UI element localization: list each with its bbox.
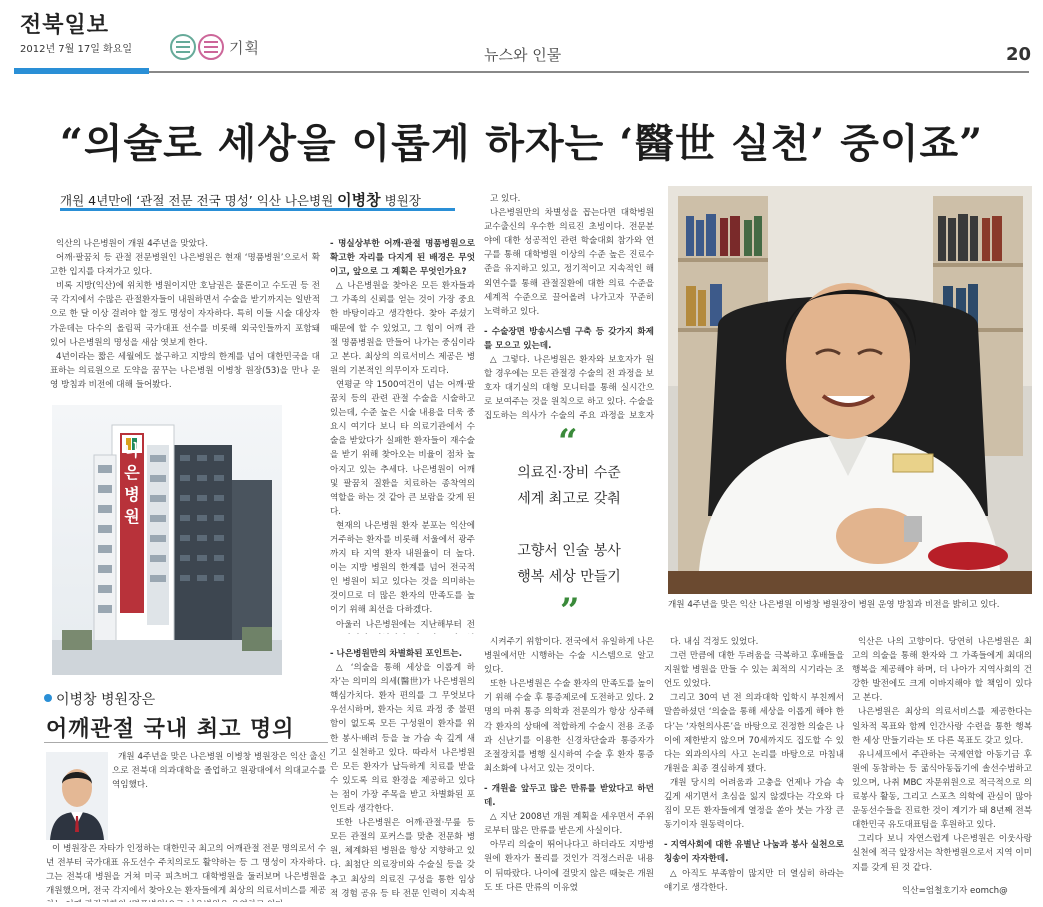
paragraph: 그런 만큼에 대한 두려움을 극복하고 후배들을 지원할 병원을 만들 수 있는 최적의 시기라는 조언도 있었다.	[664, 651, 844, 690]
article-column	[330, 647, 475, 897]
seal-icon	[198, 34, 224, 60]
paragraph: △ 아직도 부족함이 많지만 더 열심히 하라는 얘기로 생각한다.	[664, 868, 844, 893]
paragraph: 익산은 나의 고향이다. 당연히 나은병원은 최고의 의술을 통해 환자와 그 가족들에게 최대의 행복을 제공해야 하며, 더 나아가 지역사회의 건강한 발전에도 크게 이바지해야 할 책임이 있다고 본다.	[852, 637, 1032, 704]
paragraph: 그리고 30여 년 전 의과대학 입학시 부친께서 말씀하셨던 ‘의술을 통해 세상을 이롭게 해야 한다’는 ‘자헌의사론’을 바탕으로 진정한 의술은 나이에 제한받지 않으며 70세까지도 집도할 수 있다는 외과의사의 사고 논리를 바탕으로 마침내 개원을 최종 결심하게 됐다.	[664, 693, 844, 774]
article-column	[484, 192, 654, 422]
profile-text	[112, 750, 326, 842]
profile-headline: 어깨관절 국내 최고 명의	[46, 716, 295, 742]
newspaper-name: 전북일보	[20, 12, 110, 38]
hospital-sign: 나은병원	[124, 441, 140, 526]
paragraph: △ 지난 2008년 개원 계획을 세우면서 주위로부터 많은 만류를 받은게 사실이다.	[484, 812, 654, 837]
question: - 개원을 앞두고 많은 만류를 받았다고 하던데.	[484, 783, 654, 809]
pull-quote-line: 의료진·장비 수준	[517, 465, 621, 481]
article-intro	[50, 237, 320, 397]
paragraph: 또한 나은병원은 어깨·관절·무릎 등 모든 관절의 포커스를 맞춘 전문화 병원, 체계화된 병원을 항상 지향하고 있다. 최첨단 의료장비와 수술실 등을 갖추고 최상의 의료진 구성을 통한 임상적 경험 공유 등 타 전문 인력이 지속적	[330, 818, 475, 897]
paragraph: 이 병원장은 자타가 인정하는 대한민국 최고의 어깨관절 전문 명의로서 수년 전부터 국가대표 유도선수 주치의로도 활약하는 등 그 명성이 자자하다. 그는 전북대 병원을 거쳐 미국 피츠버그 대학병원을 둘러보며 나은병원을 개원했으며, 전국 각지에서 찾아오는 환자들에게 최상의 의료서비스를 제공	[46, 844, 326, 897]
pull-quote-line: 세계 최고로 갖춰	[517, 491, 621, 507]
paragraph: 또한 나은병원은 수술 환자의 만족도를 높이기 위해 수술 후 통증제로에 도전하고 있다. 2명의 마취 통증 의학과 전문의가 항상 상주해 각 환자의 상태에 적합하게 수술시 전용 조종과 신난기를 이용한 신경차단술과 통증자가 조절장치를 병행 실시하여 수술 후 환자 통증 최소화에 나서고 있는 것이다.	[484, 679, 654, 774]
article-column	[664, 635, 844, 897]
article-column	[330, 237, 475, 634]
photo-caption: 개원 4주년을 맞은 익산 나은병원 이병창 병원장이 병원 운영 방침과 비전을 밝히고 있다.	[668, 600, 1000, 610]
masthead-rule-accent	[14, 68, 149, 74]
close-quote-icon: ”	[560, 591, 580, 631]
paragraph: 나은병원만의 차별성을 꼽는다면 대학병원 교수출신의 우수한 의료진 초빙이다. 전문분야에 대한 성공적인 관련 학술대회 참가와 연구를 통해 대학병원 이상의 수준 높은 진료수준을 유지하고 있고, 정기적이고 지속적인 해외연수를 통해 관절질환에 대한 의료 수준을 세계적 수준으로 끌어올려 나가고자 꾸준히 노력하고 있다.	[484, 208, 654, 317]
paragraph: 연평균 약 1500여건이 넘는 어깨·팔꿈치 등의 관련 관절 수술을 시술하고 있는데, 수준 높은 시술 내용을 더욱 중요시 여기다 보니 타 의료기관에서 수술을 받았다가 실패한 환자들이 재수술을 받기 위해 찾아오는 비율이 점차 높아지고 있는 추세다. 나은병원이 어깨 및 팔꿈치 질환을 치료하는 종착역의 역할을 하는 것 같아 큰 보람을 갖게 된다.	[330, 379, 475, 517]
paragraph: 아무리 의술이 뛰어나다고 하더라도 지방병원에 환자가 몰리를 것인가 걱정스러운 내용이 뒤따랐다. 나이에 걸맞지 않은 때늦은 개원도 또 다른 만류의 이유였	[484, 840, 654, 893]
hospital-building-photo	[52, 405, 282, 675]
issue-date: 2012년 7월 17일 화요일	[20, 44, 133, 55]
paragraph: 익산의 나은병원이 개원 4주년을 맞았다.	[56, 239, 208, 249]
paragraph: 시켜주기 위함이다. 전국에서 유일하게 나은병원에서만 시행하는 수술 시스템으로 알고 있다.	[484, 637, 654, 676]
question: - 명실상부한 어깨·관절 명품병원으로 확고한 자리를 다지게 된 배경은 무엇이고, 앞으로 그 계획은 무엇인가요?	[330, 239, 475, 278]
question: - 지역사회에 대한 유별난 나눔과 봉사 실천으로 칭송이 자자한데.	[664, 840, 844, 865]
subheadline-name: 이병창	[337, 191, 381, 209]
paragraph: 현재의 나은병원 환자 분포는 익산에 거주하는 환자를 비롯해 서울에서 광주까지 타 지역 환자 내원율이 더 높다. 이는 지방 병원의 한계를 넘어 전국적인 병원이 되고 있다는 것을 의미하는 것이므로 더 많은 환자의 만족도를 높이기 위해 최선을 다하겠다.	[330, 520, 475, 616]
profile-text-continued	[46, 842, 326, 902]
paragraph: △ ‘의술을 통해 세상을 이롭게 하자’는 의미의 의세(醫世)가 나은병원의 핵심가치다. 환자 편의를 그 무엇보다 우선시하며, 환자는 치료 과정 중 불편함이 없도록 모든 구성원이 환자를 위한 봉사·배려 등을 늘 가슴 속 깊게 새기고 실천하고 있다. 따라서 나은병원은 모든 환자가 납득하게 치료를 받을 수 있도록 의료 환경을 제공하고 있다는 점이 가장 주목을 받고 차별화된 포인트라 생각한다.	[330, 663, 475, 815]
paragraph: 개원 당시의 어려움과 고충을 언제나 가슴 속 깊게 새기면서 초심을 잃지 않겠다는 각오와 다짐이 모든 환자들에게 열정을 쏟아 붓는 가장 큰 동기이자 원동력이다.	[664, 777, 844, 831]
bullet-icon	[44, 694, 52, 702]
paragraph: 개원 4주년을 맞은 나은병원 이병창 병원장은 익산 출신으로 전북대 의과대학을 졸업하고 원광대에서 의대교수를 역임했다.	[112, 752, 326, 791]
section-title: 뉴스와 인물	[484, 46, 562, 64]
paragraph: 다. 내심 걱정도 있었다.	[670, 637, 759, 647]
masthead-rule	[149, 71, 1029, 73]
paragraph: 비록 지방(익산)에 위치한 병원이지만 호남권은 물론이고 수도권 등 전국 각지에서 수많은 관절환자들이 내원하면서 수술을 받기까지는 일반적으로 한 달 이상 걸려야 할 정도 명성이 자자하다. 특히 이들 시술 대상자 가운데는 다수의 올림픽 국가대표 선수를 비롯해 외국인들까지 포함돼 있어 나은병원의 명성을 새삼 엿보게 한다.	[50, 281, 320, 348]
question: - 수술장면 방송시스템 구축 등 갖가지 화제를 모으고 있는데.	[484, 326, 654, 351]
paragraph: 아울러 나은병원에는 지난해부터 전	[336, 619, 475, 630]
feature-badge	[170, 32, 260, 62]
divider	[44, 742, 328, 743]
paragraph: 나은병원은 최상의 의료서비스를 제공한다는 일차적 목표와 함께 인간사랑 수련을 통한 행복한 세상 만들기라는 또 다른 목표도 갖고 있다.	[852, 707, 1032, 746]
paragraph: 4년이라는 짧은 세월에도 불구하고 지방의 한계를 넘어 대한민국을 대표하는 의료원으로 도약을 꿈꾸는 나은병원 이병창 원장(53)을 만나 운영 방침과 비전에 대해 들어봤다.	[50, 351, 320, 390]
director-photo	[668, 186, 1032, 594]
question: - 나은병원만의 차별화된 포인트는.	[330, 649, 463, 659]
pull-quote-line: 행복 세상 만들기	[517, 569, 621, 585]
article-column	[852, 635, 1032, 880]
seal-icon	[170, 34, 196, 60]
open-quote-icon: “	[558, 422, 578, 462]
subheadline	[60, 189, 455, 211]
subheadline-prefix: 개원 4년만에 ‘관절 전문 전국 명성’ 익산 나은병원	[60, 193, 334, 208]
byline: 익산=엄철호기자 eomch@	[902, 886, 1008, 896]
subheadline-title: 병원장	[384, 193, 421, 208]
page-number: 20	[1006, 44, 1032, 65]
paragraph: 유니세프에서 주관하는 국제연합 아동기금 후원에 동참하는 등 굶식아동돕기에 솔선수범하고 있으며, 나취 MBC 자문위원으로 적극적으로 의료봉사 활동, 그리고 스포츠 의학에 관심이 많아 운동선수들을 진료한 것이 계기가 돼 8년째 전북 대한민국 유도대표팀을 후원하고 있다.	[852, 749, 1032, 831]
pull-quote-line: 고향서 인술 봉사	[517, 543, 621, 559]
feature-label: 기획	[229, 38, 260, 57]
paragraph: 고 있다.	[490, 194, 521, 204]
paragraph: 그리다 보니 자연스럽게 나은병원은 이웃사랑 실천에 적극 앞장서는 착한병원으로서 지역 이미지를 갖게 된 것 같다.	[852, 834, 1032, 873]
headline: “의술로 세상을 이롭게 하자는 ‘醫世 실천’ 중이죠”	[59, 120, 984, 167]
paragraph: △ 나은병원을 찾아온 모든 환자들과 그 가족의 신뢰를 얻는 것이 가장 중요한 바탕이라고 생각한다. 찾아 주셨기 때문에 할 수 있었고, 그 힘이 어깨 관절 명품병원을 만들어 나가는 중심이라고 본다. 최상의 의료서비스 제공은 병원의 기본적인 의무이자 도리다.	[330, 281, 475, 376]
paragraph: △ 그렇다. 나은병원은 환자와 보호자가 원할 경우에는 모든 관절경 수술의 전 과정을 보호자 대기실의 대형 모니터를 통해 실시간으로 보여주는 것을 원칙으로 하고 있다. 수술을 집도하는 의사가 수술의 주요 과정을 보호자	[484, 355, 654, 422]
director-portrait	[46, 752, 108, 840]
profile-label: 이병창 병원장은	[56, 692, 156, 708]
article-column	[484, 635, 654, 897]
paragraph: 어깨·팔꿈치 등 관절 전문병원인 나은병원은 현재 ‘명품병원’으로서 확고한 입지를 다져가고 있다.	[50, 253, 320, 278]
